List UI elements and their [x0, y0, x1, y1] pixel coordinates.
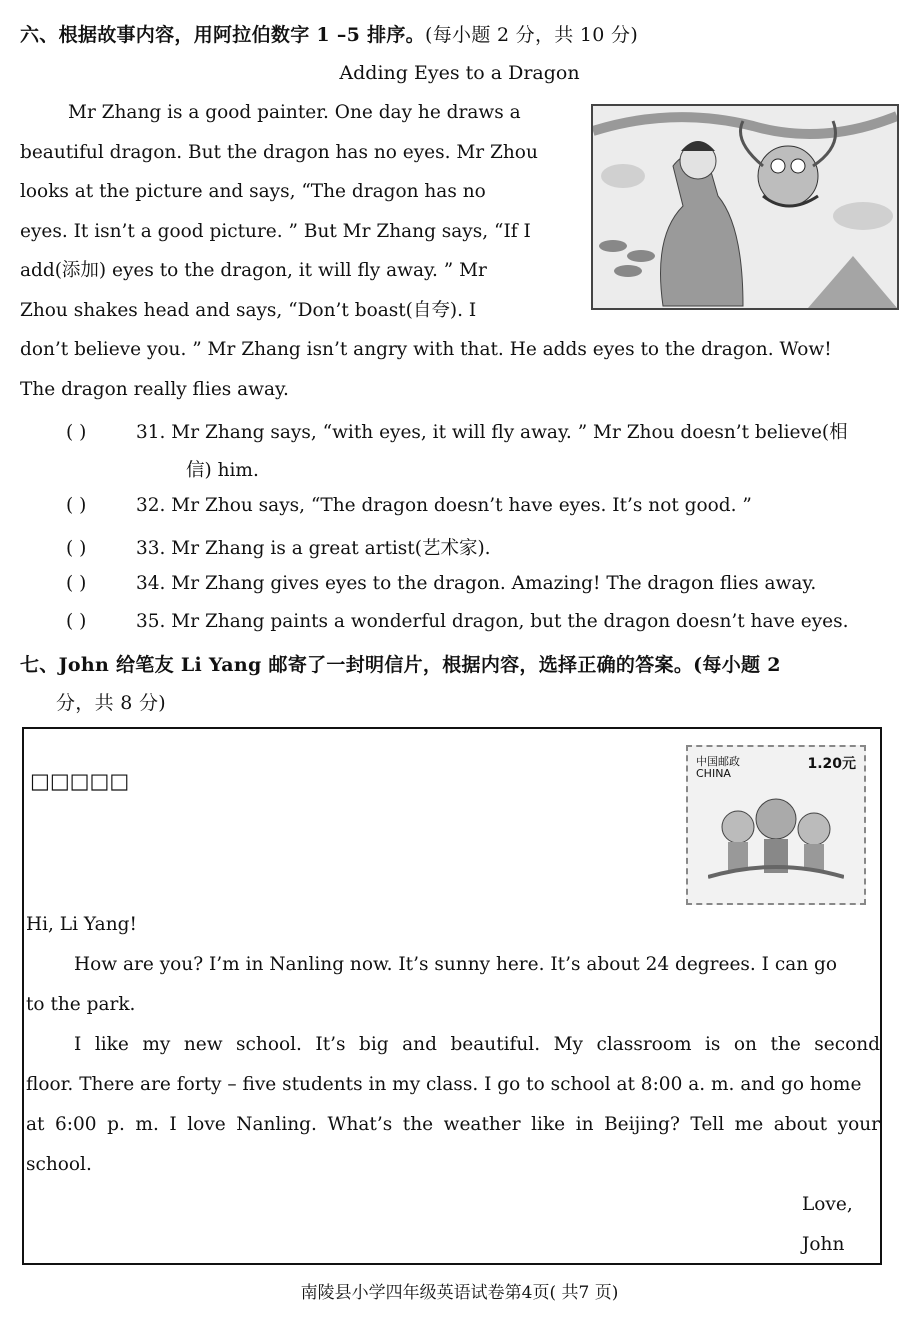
letter-line: school.	[26, 1154, 92, 1175]
letter-line: to the park.	[26, 994, 136, 1015]
question-34	[66, 573, 906, 594]
letter-line: How are you? I’m in Nanling now. It’s sunny here. It’s about 24 degrees. I can go	[74, 954, 837, 975]
question-31	[66, 418, 906, 444]
story-line: beautiful dragon. But the dragon has no eyes. Mr Zhou	[20, 141, 538, 163]
question-32	[66, 495, 906, 516]
story-full-text	[20, 330, 900, 409]
story-line: don’t believe you. ” Mr Zhang isn’t angry with that. He adds eyes to the dragon. Wow!	[20, 339, 832, 360]
question-text: 33. Mr Zhang is a great artist(艺术家).	[136, 538, 491, 559]
letter-greeting: Hi, Li Yang!	[26, 914, 137, 935]
section-6-heading	[20, 20, 638, 47]
letter-signature: John	[802, 1234, 845, 1255]
question-text: 34. Mr Zhang gives eyes to the dragon. Amazing! The dragon flies away.	[136, 573, 817, 594]
question-31-continued: 信) him.	[186, 460, 259, 481]
section-6-title: 六、根据故事内容，用阿拉伯数字 1 –5 排序。	[20, 24, 425, 46]
postcard	[22, 727, 882, 1265]
answer-blank[interactable]: ( )	[66, 422, 87, 443]
letter-closing: Love,	[802, 1194, 853, 1215]
story-title: Adding Eyes to a Dragon	[339, 62, 580, 84]
answer-blank[interactable]: ( )	[66, 573, 87, 594]
question-text: 35. Mr Zhang paints a wonderful dragon, but the dragon doesn’t have eyes.	[136, 611, 849, 632]
section-7-heading: 七、John 给笔友 Li Yang 邮寄了一封明信片，根据内容，选择正确的答案。(每小题 2	[20, 654, 781, 676]
story-line: add(添加) eyes to the dragon, it will fly away. ” Mr	[20, 260, 487, 281]
page-footer: 南陵县小学四年级英语试卷第4页( 共7 页)	[300, 1283, 619, 1303]
dragon-painting-image	[593, 106, 897, 308]
section-7-heading-cont: 分，共 8 分)	[56, 692, 166, 714]
question-35	[66, 611, 906, 632]
question-text: 31. Mr Zhang says, “with eyes, it will fly away. ” Mr Zhou doesn’t believe(相	[136, 422, 848, 443]
answer-blank[interactable]: ( )	[66, 495, 87, 516]
question-text: 32. Mr Zhou says, “The dragon doesn’t have eyes. It’s not good. ”	[136, 495, 752, 516]
section-6-score: (每小题 2 分，共 10 分)	[425, 24, 639, 46]
stamp-country-en: CHINA	[696, 767, 731, 780]
story-line: Zhou shakes head and says, “Don’t boast(自夸). I	[20, 299, 477, 321]
story-wrapped-text	[20, 93, 558, 330]
stamp-value: 1.20元	[807, 756, 856, 772]
answer-blank[interactable]: ( )	[66, 611, 87, 632]
story-line: Mr Zhang is a good painter. One day he draws a	[68, 102, 521, 123]
question-33	[66, 534, 906, 560]
answer-blank[interactable]: ( )	[66, 538, 87, 559]
stamp-country-cn: 中国邮政	[696, 755, 740, 768]
story-line: eyes. It isn’t a good picture. ” But Mr Zhang says, “If I	[20, 220, 531, 242]
story-line: The dragon really flies away.	[20, 378, 289, 400]
postcode-boxes: □□□□□	[30, 769, 130, 793]
story-line: looks at the picture and says, “The dragon has no	[20, 181, 486, 202]
letter-line: at 6:00 p. m. I love Nanling. What’s the weather like in Beijing? Tell me about your	[26, 1114, 880, 1135]
story-illustration	[591, 104, 899, 310]
letter-line: I like my new school. It’s big and beautiful. My classroom is on the second	[74, 1034, 880, 1055]
letter-line: floor. There are forty – five students in my class. I go to school at 8:00 a. m. and go home	[26, 1074, 862, 1095]
postage-stamp	[686, 745, 866, 905]
mascot-illustration	[708, 787, 844, 887]
